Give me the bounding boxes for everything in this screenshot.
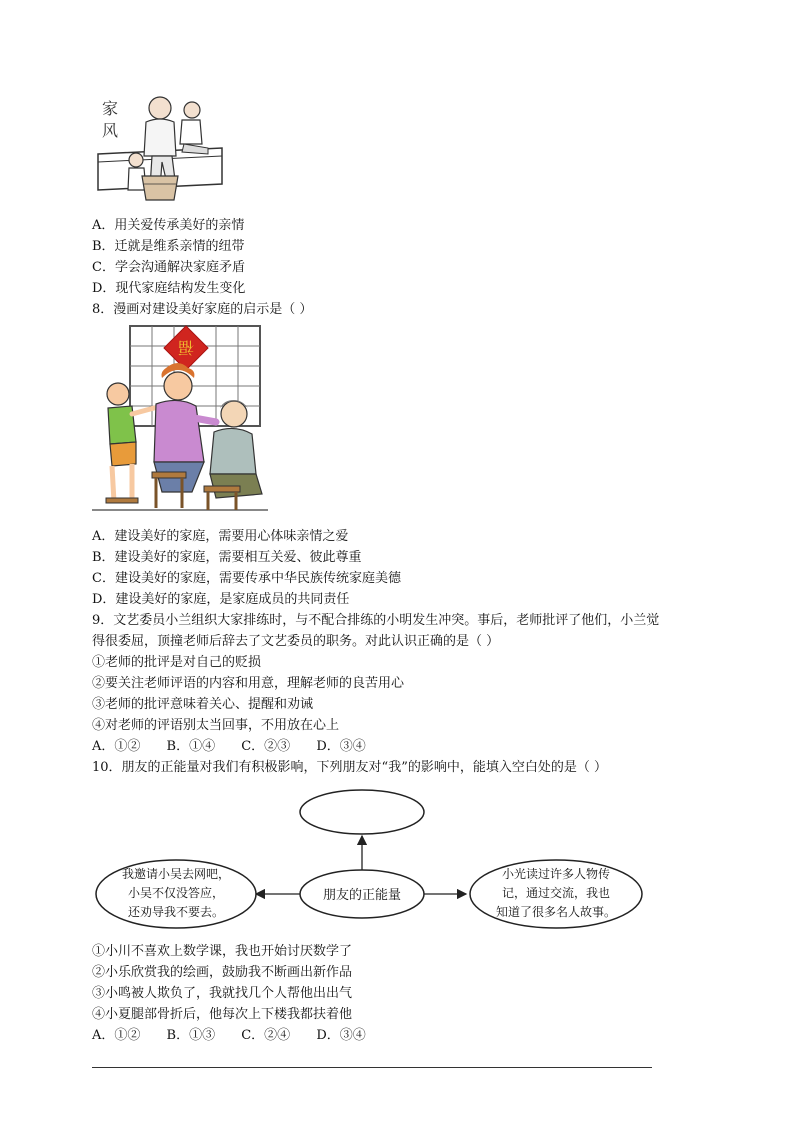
- q7-option-a: A．用关爱传承美好的亲情: [92, 218, 245, 233]
- blank-ellipse: [300, 790, 424, 834]
- left-text-1: 我邀请小吴去网吧，: [121, 867, 231, 881]
- right-text-1: 小光读过许多人物传: [501, 867, 611, 881]
- left-text-2: 小吴不仅没答应，: [127, 886, 225, 900]
- footer-divider: [92, 1067, 652, 1068]
- q9-item-2: ②要关注老师评语的内容和用意，理解老师的良苦用心: [92, 676, 405, 691]
- q8-option-c: C．建设美好的家庭，需要传承中华民族传统家庭美德: [92, 571, 401, 586]
- cartoon-label-feng: 风: [102, 121, 119, 140]
- q10-choice-c: C．②④: [241, 1028, 291, 1043]
- family-harmony-cartoon: [92, 322, 270, 518]
- q9-item-4: ④对老师的评语别太当回事，不用放在心上: [92, 718, 340, 733]
- q9-stem-line-1: 9．文艺委员小兰组织大家排练时，与不配合排练的小明发生冲突。事后，老师批评了他们，小兰觉: [92, 613, 660, 628]
- q9-item-3: ③老师的批评意味着关心、提醒和劝诫: [92, 697, 314, 712]
- q10-item-4: ④小夏腿部骨折后，他每次上下楼我都扶着他: [92, 1007, 353, 1022]
- q7-option-b: B．迁就是维系亲情的纽带: [92, 239, 245, 254]
- q10-choice-a: A．①②: [92, 1028, 141, 1043]
- q8-option-b: B．建设美好的家庭，需要相互关爱、彼此尊重: [92, 550, 362, 565]
- right-text-3: 知道了很多名人故事。: [495, 905, 617, 919]
- q10-stem: 10．朋友的正能量对我们有积极影响，下列朋友对“我”的影响中，能填入空白处的是（ ）: [92, 760, 607, 775]
- fu-character: 福: [177, 338, 195, 357]
- q8-option-d: D．建设美好的家庭，是家庭成员的共同责任: [92, 592, 350, 607]
- q9-choices: [92, 739, 366, 755]
- q9-choice-d: D．③④: [316, 739, 366, 754]
- q10-item-3: ③小鸣被人欺负了，我就找几个人帮他出出气: [92, 986, 353, 1001]
- q9-choice-c: C．②③: [241, 739, 291, 754]
- cartoon-label-jia: 家: [102, 99, 119, 118]
- left-text-3: 还劝导我不要去。: [127, 905, 225, 919]
- right-text-2: 记，通过交流，我也: [501, 886, 611, 900]
- q10-choice-d: D．③④: [316, 1028, 366, 1043]
- center-label: 朋友的正能量: [322, 888, 402, 903]
- q9-choice-a: A．①②: [92, 739, 141, 754]
- q10-item-2: ②小乐欣赏我的绘画，鼓励我不断画出新作品: [92, 965, 353, 980]
- q9-item-1: ①老师的批评是对自己的贬损: [92, 655, 262, 670]
- q9-stem-line-2: 得很委屈，顶撞老师后辞去了文艺委员的职务。对此认识正确的是（ ）: [92, 634, 500, 649]
- q9-choice-b: B．①④: [166, 739, 216, 754]
- q8-option-a: A．建设美好的家庭，需要用心体味亲情之爱: [92, 529, 349, 544]
- family-tradition-cartoon: [96, 92, 226, 202]
- q8-stem: 8．漫画对建设美好家庭的启示是（ ）: [92, 302, 313, 317]
- q10-item-1: ①小川不喜欢上数学课，我也开始讨厌数学了: [92, 944, 353, 959]
- q10-choices: [92, 1028, 366, 1044]
- q10-choice-b: B．①③: [166, 1028, 216, 1043]
- q7-option-c: C．学会沟通解决家庭矛盾: [92, 260, 245, 275]
- positive-energy-diagram: [92, 786, 652, 946]
- q7-option-d: D．现代家庭结构发生变化: [92, 281, 246, 296]
